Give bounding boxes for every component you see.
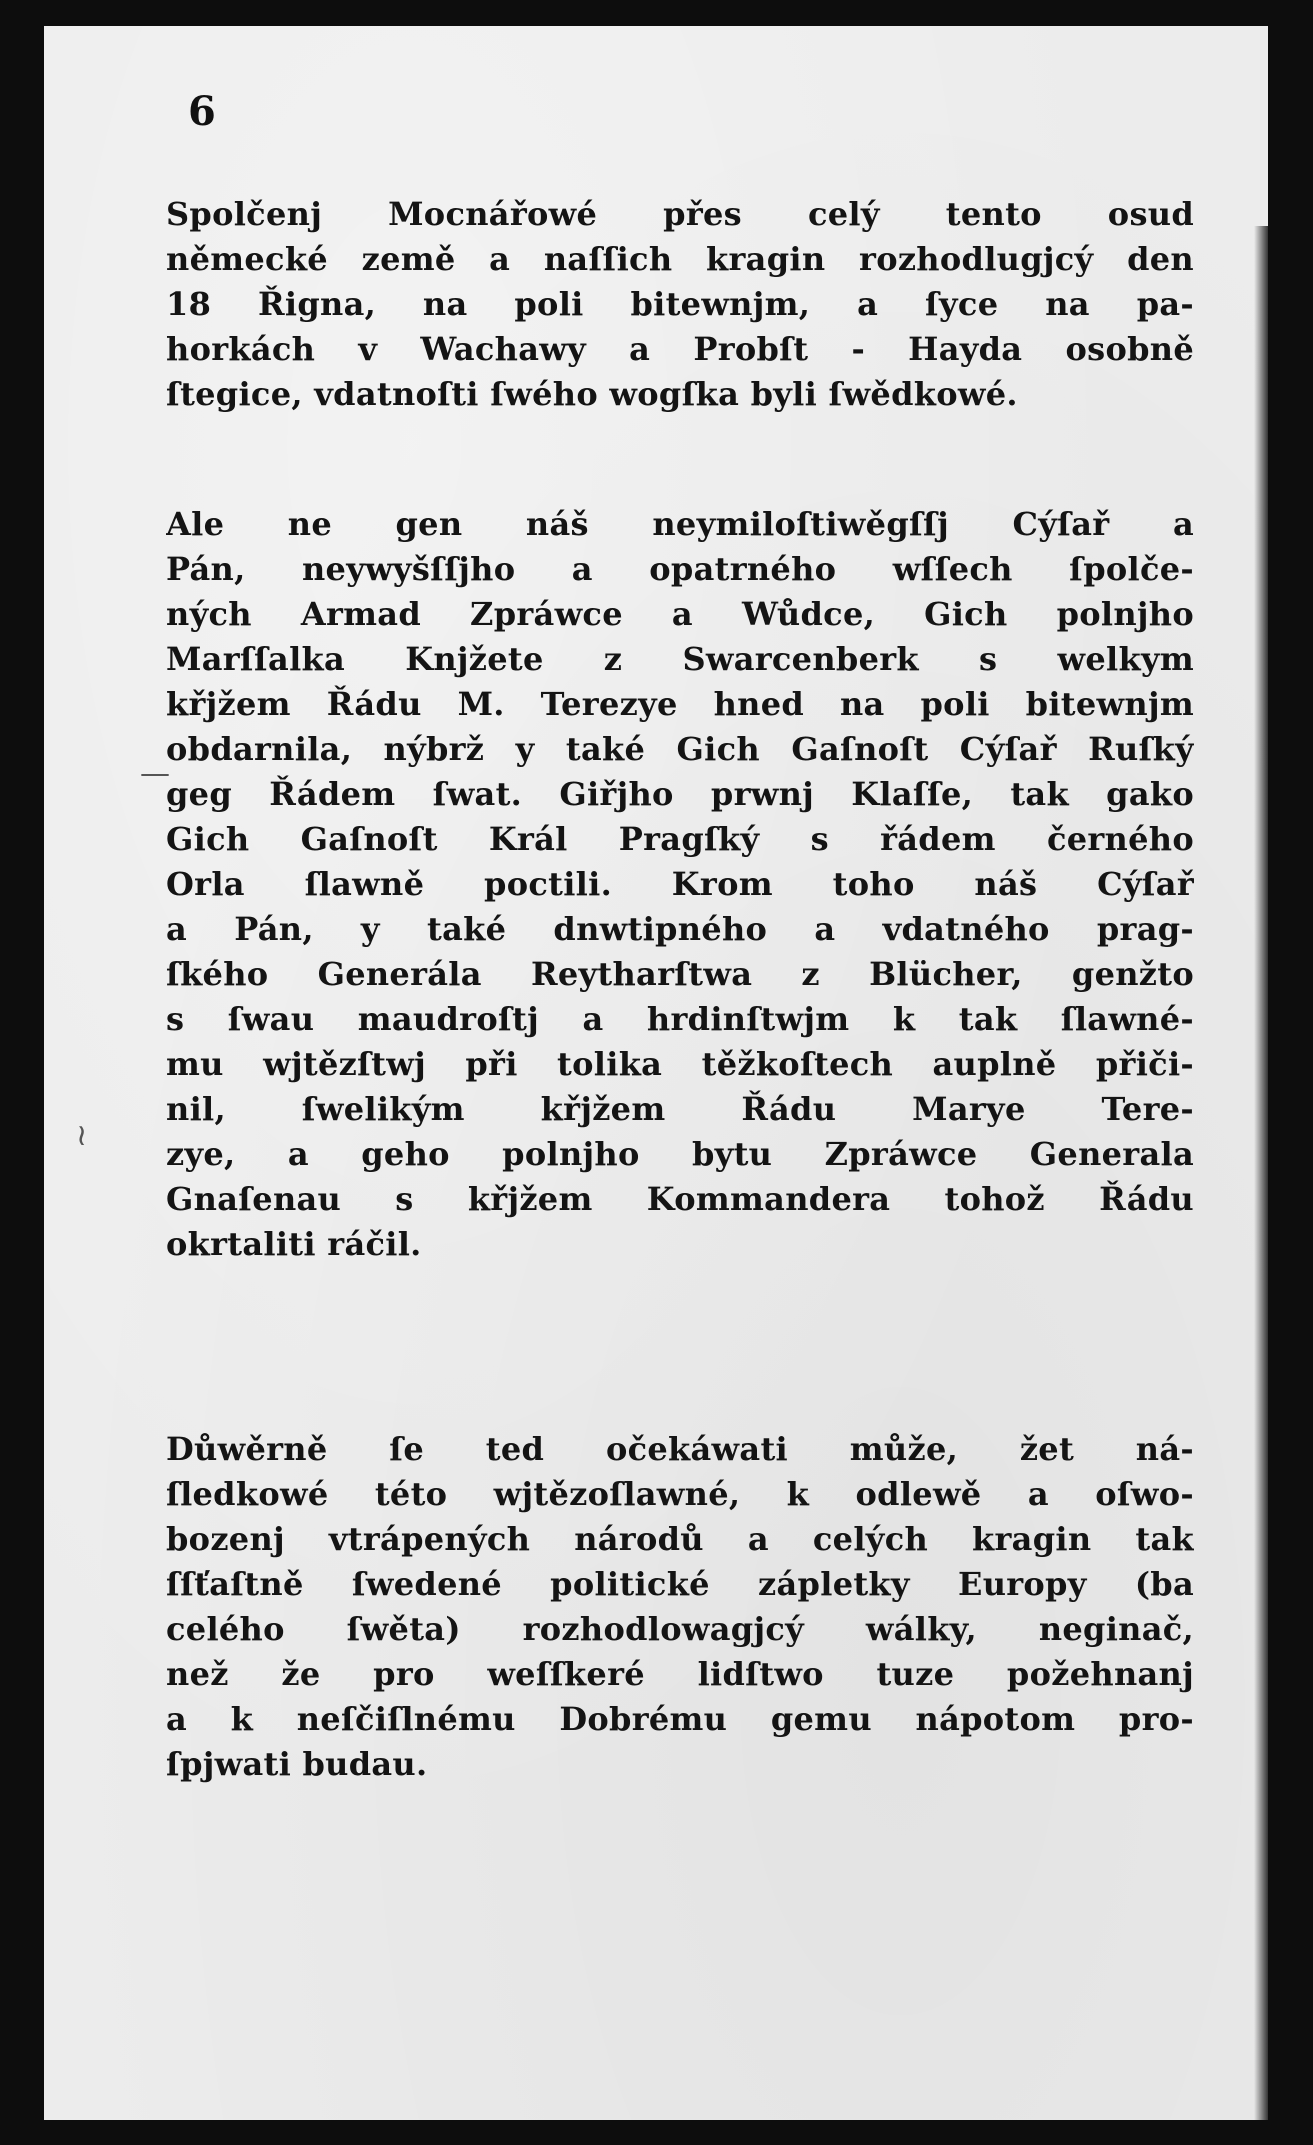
text-line: Marſſalka Knjžete z Swarcenberk s welkym [166,640,1194,678]
text-line: německé země a naſſich kragin rozhodlugjcý den [166,240,1194,278]
page-number: 6 [188,88,216,135]
text-line: obdarnila, nýbrž y také Gich Gaſnoſt Cýſař Ruſký [166,730,1194,768]
text-line: křjžem Řádu M. Terezye hned na poli bitewnjm [166,685,1194,723]
text-line: ných Armad Zpráwce a Wůdce, Gich polnjho [166,595,1194,633]
text-line: ſtegice, vdatnoſti ſwého wogſka byli ſwědkowé. [166,375,1018,413]
text-line: ſpjwati budau. [166,1745,428,1783]
text-line: geg Řádem ſwat. Giřjho prwnj Klaſſe, tak gako [166,775,1194,813]
margin-ink-mark: ≀ [76,1118,88,1153]
text-line: s ſwau maudroſtj a hrdinſtwjm k tak ſlawné- [166,1000,1194,1038]
text-line: Spolčenj Mocnářowé přes celý tento osud [166,195,1194,233]
margin-dash-mark: — [140,756,170,791]
text-line: Ale ne gen náš neymiloſtiwěgſſj Cýſař a [166,505,1194,543]
text-line: Gich Gaſnoſt Král Pragſký s řádem černého [166,820,1194,858]
text-line: mu wjtězſtwj při tolika těžkoſtech auplně přiči- [166,1045,1194,1083]
text-line: Pán, neywyšſſjho a opatrného wſſech ſpolče- [166,550,1194,588]
text-line: ſſťaſtně ſwedené politické zápletky Europy (ba [166,1565,1194,1603]
text-line: ſledkowé této wjtězoſlawné, k odlewě a oſwo- [166,1475,1194,1513]
text-line: nil, ſwelikým křjžem Řádu Marye Tere- [166,1090,1194,1128]
text-line: horkách v Wachawy a Probſt - Hayda osobně [166,330,1194,368]
text-line: Gnaſenau s křjžem Kommandera tohož Řádu [166,1180,1194,1218]
paragraph-3 [166,1427,1194,1787]
text-line: a k neſčiſlnému Dobrému gemu nápotom pro- [166,1700,1194,1738]
text-line: zye, a geho polnjho bytu Zpráwce Generala [166,1135,1194,1173]
page-edge-shadow [1254,226,1268,2120]
text-line: než že pro weſſkeré lidſtwo tuze požehnanj [166,1655,1194,1693]
text-line: bozenj vtrápených národů a celých kragin tak [166,1520,1194,1558]
text-line: okrtaliti ráčil. [166,1225,422,1263]
text-line: 18 Řigna, na poli bitewnjm, a ſyce na pa- [166,285,1194,323]
paragraph-1 [166,192,1194,417]
text-line: a Pán, y také dnwtipného a vdatného prag- [166,910,1194,948]
paragraph-2 [166,502,1194,1267]
text-line: ſkého Generála Reytharſtwa z Blücher, genžto [166,955,1194,993]
text-line: celého ſwěta) rozhodlowagjcý wálky, neginač, [166,1610,1194,1648]
text-line: Důwěrně ſe ted očekáwati může, žet ná- [166,1430,1194,1468]
text-line: Orla ſlawně poctili. Krom toho náš Cýſař [166,865,1194,903]
